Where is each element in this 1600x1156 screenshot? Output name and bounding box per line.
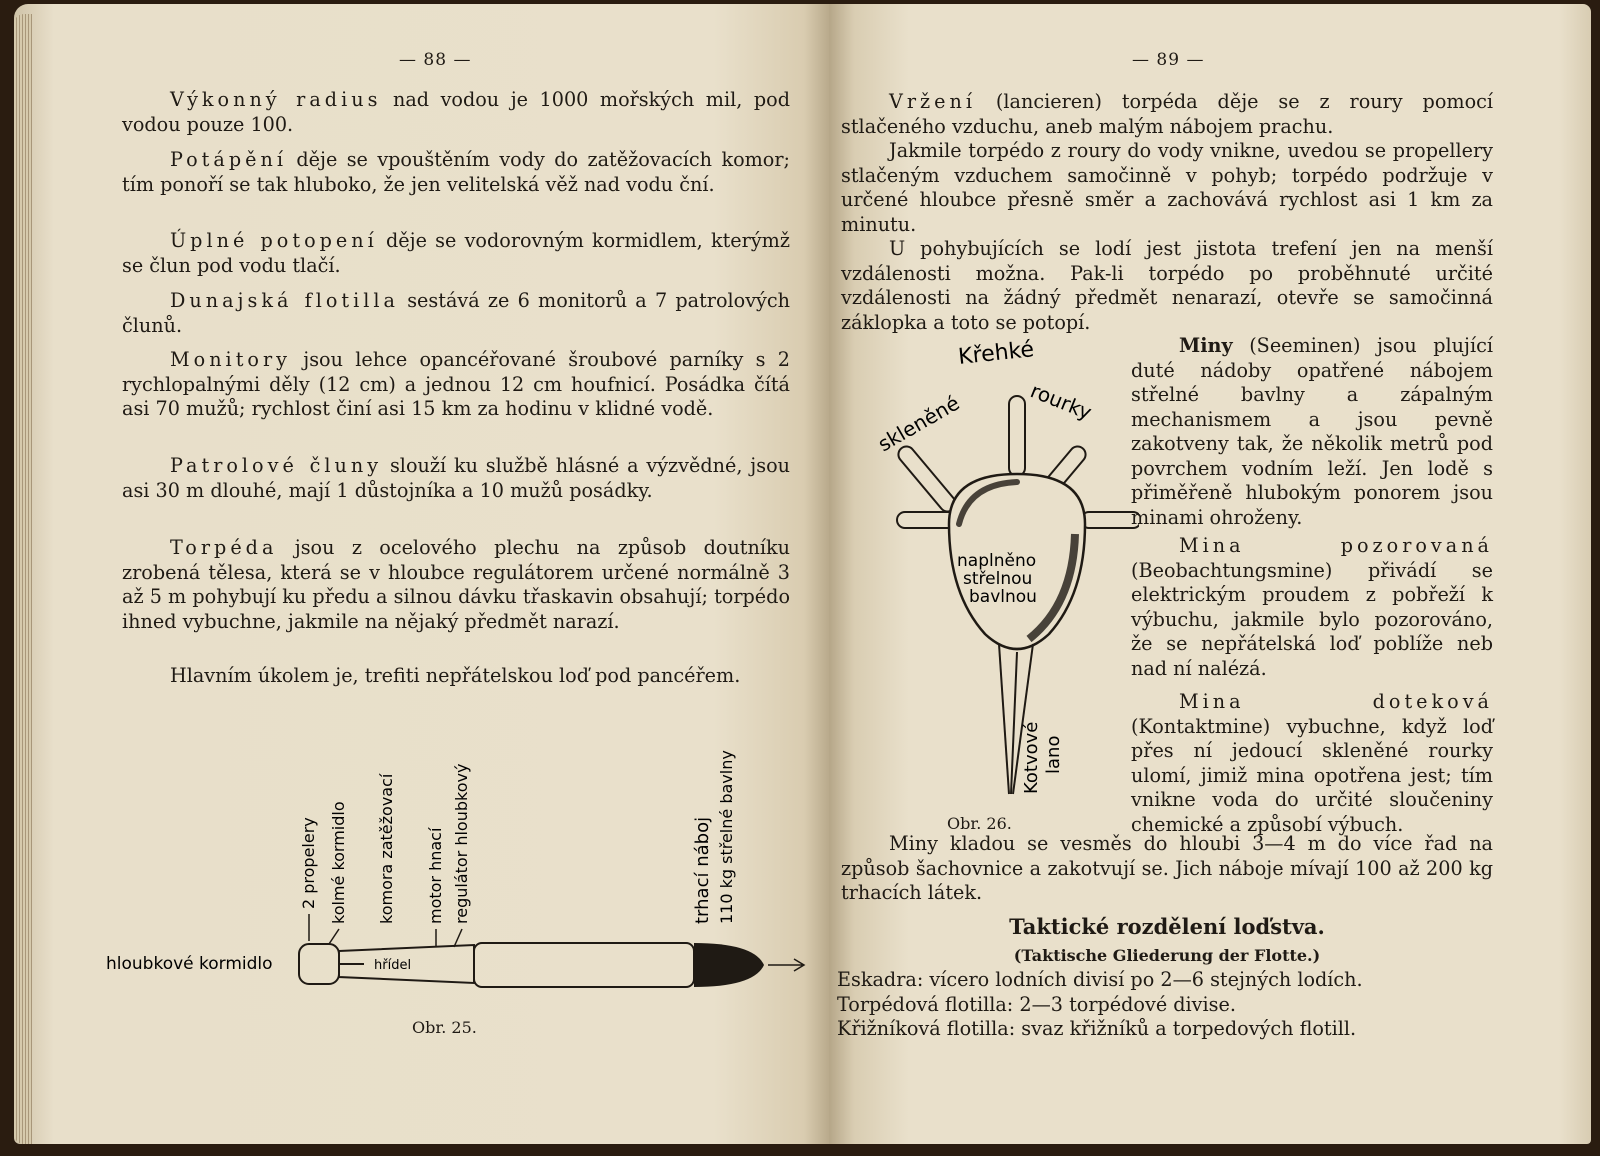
- fleet-division-list: [837, 968, 1497, 1042]
- paragraph-diving: [122, 148, 790, 197]
- paragraph-submersion: [122, 229, 790, 278]
- list-desc: 2—3 torpédové divise.: [1013, 992, 1236, 1016]
- paragraph-text: (lancieren) torpéda děje se z roury pomocí stlačeného vzduchu, aneb malým nábojem prachu.: [841, 90, 1493, 138]
- paragraph-mines: [1131, 334, 1493, 530]
- paragraph-propulsion: [841, 139, 1493, 237]
- figure-caption-26: Obr. 26.: [947, 814, 1012, 833]
- torpedo-diagram: [104, 719, 824, 1019]
- list-term: Křižníková flotilla:: [837, 1017, 1016, 1040]
- label-charge-weight: 110 kg střelné bavlny: [717, 750, 736, 924]
- list-term: Torpédová flotilla:: [837, 992, 1014, 1016]
- paragraph-danube-flotilla: [122, 289, 790, 338]
- paragraph-monitors: [122, 348, 790, 422]
- paragraph-text: (Beobachtungsmine) přivádí se elektrickým proudem z pobřeží k výbuchu, jakmile bylo pozorováno, že se nepřátelská loď poblíže neb nad ní nalézá.: [1131, 558, 1493, 680]
- paragraph-text: děje se vodorovným kormidlem, kterýmž se člun pod vodu tlačí.: [122, 229, 790, 277]
- paragraph-range: [122, 88, 790, 137]
- lead-term: Vržení: [889, 90, 976, 113]
- paragraph-text: slouží ku službě hlásné a výzvědné, jsou asi 30 m dlouhé, mají 1 důstojníka a 10 mužů posádky.: [122, 454, 791, 502]
- mine-diagram: [859, 334, 1139, 814]
- lead-term: Torpéda: [170, 536, 278, 559]
- paragraph-launching: [841, 90, 1493, 139]
- label-glass: skleněné: [873, 390, 964, 457]
- paragraph-patrol-boats: [122, 454, 790, 503]
- lead-term: Patrolové čluny: [170, 454, 383, 477]
- label-ballast-chamber: komora zatěžovací: [377, 773, 396, 924]
- left-page: [14, 4, 829, 1144]
- paragraph-accuracy: [841, 237, 1493, 335]
- label-shaft: hřídel: [374, 958, 412, 973]
- label-regulator: regulátor hloubkový: [452, 763, 471, 924]
- paragraph-text: jsou z ocelového plechu na způsob doutníku zrobená tělesa, která se v hloubce regulátorem určené normálně 3 až 5 m pohybují ku předu a silnou dávku třaskavin obsahují; torpédo ihned vybuchne, jakmile na nějaký předmět narazí.: [122, 536, 790, 633]
- right-page: [829, 4, 1591, 1144]
- list-item: [837, 993, 1497, 1018]
- label-fragile: Křehké: [957, 337, 1036, 370]
- paragraph-torpedoes: [122, 536, 790, 634]
- label-charge: trhací náboj: [692, 816, 713, 924]
- paragraph-text: Jakmile torpédo z roury do vody vnikne, uvedou se propellery stlačeným vzduchem samočinně v pohyb; torpédo podržuje v určené hloubce přesně směr a zachovává rychlost asi 1 km za minutu.: [841, 139, 1493, 236]
- list-item: [837, 1017, 1497, 1042]
- paragraph-text: U pohybujících se lodí jest jistota trefení jen na menší vzdálenosti možna. Pak-li torpédo po proběhnuté určité vzdálenosti na žádný předmět nenarazí, otevře se samočinná záklopka a toto se potopí.: [841, 237, 1493, 334]
- lead-term: Mina pozorovaná: [1179, 534, 1493, 557]
- label-with-guncotton: střelnou: [963, 569, 1033, 589]
- label-propellers: 2 propelery: [299, 817, 318, 909]
- paragraph-text: (Kontaktmine) vybuchne, když loď přes ní jedoucí skleněné rourky ulomí, jimiž mina opotřena jest; tím vnikne voda do určité sloučeniny chemické a způsobí výbuch.: [1131, 714, 1493, 836]
- paragraph-text: nad vodou je 1000 mořských mil, pod vodou pouze 100.: [122, 88, 790, 136]
- page-number-left: — 88 —: [399, 50, 472, 70]
- label-motor: motor hnací: [426, 827, 445, 924]
- label-rope: lano: [1043, 735, 1064, 774]
- list-desc: svaz křižníků a torpedových flotill.: [1015, 1017, 1357, 1040]
- lead-term: Výkonný radius: [170, 88, 382, 111]
- lead-term: Miny: [1179, 334, 1233, 357]
- figure-caption-25: Obr. 25.: [412, 1018, 477, 1037]
- lead-term: Úplné potopení: [170, 229, 378, 252]
- page-edges: [14, 14, 32, 1144]
- paragraph-observed-mine: [1131, 534, 1493, 681]
- label-cotton: bavlnou: [969, 587, 1037, 607]
- list-desc: vícero lodních divisí po 2—6 stejných lodích.: [923, 968, 1363, 991]
- label-vertical-rudder: kolmé kormidlo: [329, 801, 348, 924]
- paragraph-text: jsou lehce opancéřované šroubové parníky s 2 rychlopalnými děly (12 cm) a jednou 12 cm houfnicí. Posádka čítá asi 70 mužů; rychlost činí asi 15 km za hodinu v klidné vodě.: [122, 348, 790, 420]
- list-term: Eskadra:: [837, 968, 924, 991]
- label-filled: naplněno: [957, 551, 1037, 571]
- paragraph-mine-laying: [841, 832, 1493, 906]
- list-item: [837, 968, 1497, 993]
- section-heading: Taktické rozdělení loďstva.: [1009, 914, 1325, 939]
- paragraph-text: sestává ze 6 monitorů a 7 patrolových člunů.: [122, 289, 790, 337]
- page-number-right: — 89 —: [1132, 50, 1205, 70]
- paragraph-main-task: [122, 664, 790, 689]
- label-depth-rudder: hloubkové kormidlo: [106, 954, 273, 974]
- paragraph-text: děje se vpouštěním vody do zatěžovacích komor; tím ponoří se tak hluboko, že jen velitelská věž nad vodu ční.: [122, 148, 790, 196]
- lead-term: Monitory: [170, 348, 291, 371]
- lead-term: Mina doteková: [1179, 690, 1493, 713]
- lead-term: Potápění: [170, 148, 287, 171]
- paragraph-text: (Seeminen) jsou plující duté nádoby opatřené nábojem střelné bavlny a zápalným mechanismem a jsou pevně zakotveny tak, že několik metrů pod povrchem vodním leží. Jen lodě s přiměřeně hlubokým ponorem jsou minami ohroženy.: [1131, 334, 1493, 529]
- label-tubes: rourky: [1027, 378, 1096, 425]
- paragraph-text: Miny kladou se vesměs do hloubi 3—4 m do více řad na způsob šachovnice a zakotvují se. Jich náboje mívají 100 až 200 kg trhacích látek.: [841, 832, 1493, 904]
- lead-term: Dunajská flotilla: [170, 289, 399, 312]
- section-subheading: (Taktische Gliederung der Flotte.): [1013, 946, 1321, 965]
- paragraph-contact-mine: [1131, 690, 1493, 837]
- paragraph-text: Hlavním úkolem je, trefiti nepřátelskou loď pod pancéřem.: [170, 664, 741, 687]
- label-anchor-rope: Kotvové: [1021, 721, 1042, 794]
